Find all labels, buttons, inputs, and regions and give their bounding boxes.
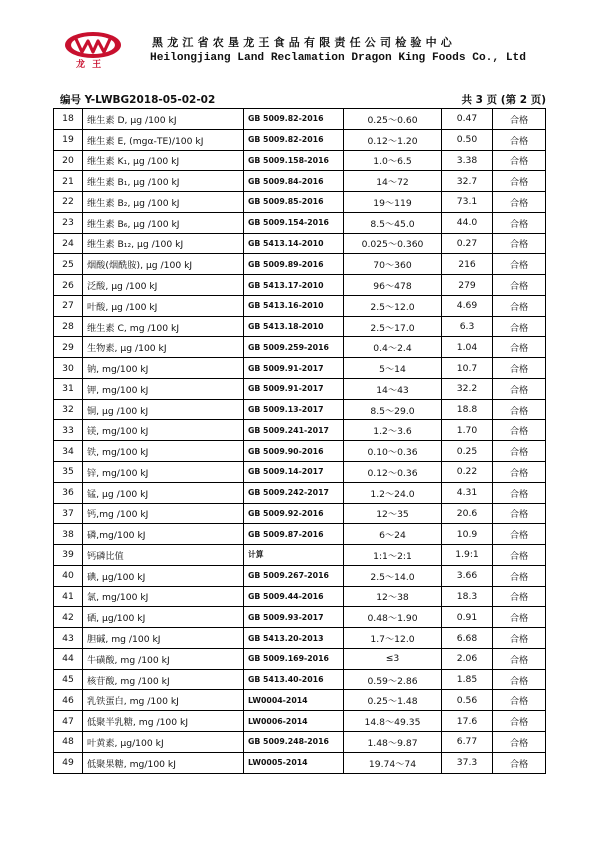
test-item: 维生素 E, (mgα-TE)/100 kJ — [83, 129, 244, 150]
table-row — [54, 628, 546, 649]
table-row — [54, 212, 546, 233]
standard-requirement: 19.74～74 — [344, 752, 442, 773]
test-method-standard: GB 5009.89-2016 — [244, 254, 344, 275]
table-row — [54, 565, 546, 586]
test-method-standard: GB 5413.18-2010 — [244, 316, 344, 337]
test-item: 磷,mg/100 kJ — [83, 524, 244, 545]
standard-requirement: 2.5～12.0 — [344, 295, 442, 316]
row-number: 40 — [54, 565, 83, 586]
standard-requirement: ≤3 — [344, 648, 442, 669]
conclusion: 合格 — [493, 586, 546, 607]
standard-requirement: 8.5～29.0 — [344, 399, 442, 420]
test-method-standard: GB 5009.85-2016 — [244, 192, 344, 213]
test-item: 维生素 B₂, μg /100 kJ — [83, 192, 244, 213]
test-result: 17.6 — [442, 711, 493, 732]
test-method-standard: GB 5009.82-2016 — [244, 109, 344, 130]
test-result: 0.47 — [442, 109, 493, 130]
test-method-standard: GB 5009.13-2017 — [244, 399, 344, 420]
table-row — [54, 295, 546, 316]
test-method-standard: GB 5009.93-2017 — [244, 607, 344, 628]
standard-requirement: 0.10～0.36 — [344, 441, 442, 462]
organization-name-english: Heilongjiang Land Reclamation Dragon King Foods Co., Ltd — [150, 52, 526, 64]
test-method-standard: GB 5009.92-2016 — [244, 503, 344, 524]
standard-requirement: 0.12～0.36 — [344, 462, 442, 483]
row-number: 44 — [54, 648, 83, 669]
conclusion: 合格 — [493, 316, 546, 337]
conclusion: 合格 — [493, 731, 546, 752]
page-indicator: 共 3 页 (第 2 页) — [461, 94, 546, 106]
test-result: 37.3 — [442, 752, 493, 773]
standard-requirement: 0.12～1.20 — [344, 129, 442, 150]
test-result: 279 — [442, 275, 493, 296]
test-result: 32.7 — [442, 171, 493, 192]
standard-requirement: 2.5～14.0 — [344, 565, 442, 586]
standard-requirement: 14～43 — [344, 378, 442, 399]
test-item: 乳铁蛋白, mg /100 kJ — [83, 690, 244, 711]
conclusion: 合格 — [493, 648, 546, 669]
table-row — [54, 316, 546, 337]
row-number: 37 — [54, 503, 83, 524]
row-number: 43 — [54, 628, 83, 649]
test-item: 维生素 D, μg /100 kJ — [83, 109, 244, 130]
conclusion: 合格 — [493, 524, 546, 545]
conclusion: 合格 — [493, 129, 546, 150]
test-result: 0.50 — [442, 129, 493, 150]
row-number: 47 — [54, 711, 83, 732]
test-method-standard: LW0006-2014 — [244, 711, 344, 732]
conclusion: 合格 — [493, 690, 546, 711]
test-method-standard: GB 5009.242-2017 — [244, 482, 344, 503]
standard-requirement: 0.48～1.90 — [344, 607, 442, 628]
test-method-standard: GB 5009.44-2016 — [244, 586, 344, 607]
row-number: 42 — [54, 607, 83, 628]
conclusion: 合格 — [493, 752, 546, 773]
standard-requirement: 12～38 — [344, 586, 442, 607]
table-row — [54, 752, 546, 773]
test-result: 0.56 — [442, 690, 493, 711]
standard-requirement: 1.2～3.6 — [344, 420, 442, 441]
test-method-standard: 计算 — [244, 545, 344, 566]
test-item: 锰, μg /100 kJ — [83, 482, 244, 503]
table-row — [54, 648, 546, 669]
test-method-standard: GB 5009.154-2016 — [244, 212, 344, 233]
test-method-standard: GB 5413.40-2016 — [244, 669, 344, 690]
test-result: 4.69 — [442, 295, 493, 316]
test-method-standard: GB 5413.17-2010 — [244, 275, 344, 296]
conclusion: 合格 — [493, 295, 546, 316]
row-number: 22 — [54, 192, 83, 213]
standard-requirement: 1:1～2:1 — [344, 545, 442, 566]
standard-requirement: 1.2～24.0 — [344, 482, 442, 503]
conclusion: 合格 — [493, 109, 546, 130]
test-result: 3.38 — [442, 150, 493, 171]
conclusion: 合格 — [493, 212, 546, 233]
row-number: 46 — [54, 690, 83, 711]
test-result: 18.8 — [442, 399, 493, 420]
table-row — [54, 711, 546, 732]
test-item: 锌, mg/100 kJ — [83, 462, 244, 483]
test-result: 73.1 — [442, 192, 493, 213]
table-row — [54, 731, 546, 752]
conclusion: 合格 — [493, 378, 546, 399]
conclusion: 合格 — [493, 358, 546, 379]
organization-name-chinese: 黑龙江省农垦龙王食品有限责任公司检验中心 — [152, 36, 456, 49]
test-item: 泛酸, μg /100 kJ — [83, 275, 244, 296]
document-info-line — [60, 92, 546, 108]
test-method-standard: GB 5413.20-2013 — [244, 628, 344, 649]
table-row — [54, 378, 546, 399]
test-method-standard: LW0005-2014 — [244, 752, 344, 773]
table-row — [54, 275, 546, 296]
conclusion: 合格 — [493, 711, 546, 732]
test-item: 钠, mg/100 kJ — [83, 358, 244, 379]
test-result: 6.77 — [442, 731, 493, 752]
test-item: 钙,mg /100 kJ — [83, 503, 244, 524]
test-result: 10.9 — [442, 524, 493, 545]
table-row — [54, 524, 546, 545]
test-method-standard: GB 5413.14-2010 — [244, 233, 344, 254]
row-number: 45 — [54, 669, 83, 690]
test-item: 维生素 B₁₂, μg /100 kJ — [83, 233, 244, 254]
test-method-standard: GB 5009.241-2017 — [244, 420, 344, 441]
test-result: 0.27 — [442, 233, 493, 254]
test-result: 32.2 — [442, 378, 493, 399]
test-method-standard: GB 5009.259-2016 — [244, 337, 344, 358]
row-number: 28 — [54, 316, 83, 337]
conclusion: 合格 — [493, 171, 546, 192]
standard-requirement: 1.48～9.87 — [344, 731, 442, 752]
row-number: 36 — [54, 482, 83, 503]
test-result: 216 — [442, 254, 493, 275]
standard-requirement: 2.5～17.0 — [344, 316, 442, 337]
test-item: 镁, mg/100 kJ — [83, 420, 244, 441]
conclusion: 合格 — [493, 150, 546, 171]
test-result: 2.06 — [442, 648, 493, 669]
test-result: 0.22 — [442, 462, 493, 483]
test-result: 6.3 — [442, 316, 493, 337]
row-number: 31 — [54, 378, 83, 399]
conclusion: 合格 — [493, 337, 546, 358]
standard-requirement: 96～478 — [344, 275, 442, 296]
test-results-table — [53, 108, 546, 774]
row-number: 32 — [54, 399, 83, 420]
test-result: 10.7 — [442, 358, 493, 379]
table-row — [54, 586, 546, 607]
standard-requirement: 8.5～45.0 — [344, 212, 442, 233]
test-result: 0.25 — [442, 441, 493, 462]
row-number: 48 — [54, 731, 83, 752]
table-row — [54, 399, 546, 420]
standard-requirement: 0.25～1.48 — [344, 690, 442, 711]
standard-requirement: 1.0～6.5 — [344, 150, 442, 171]
row-number: 19 — [54, 129, 83, 150]
test-item: 烟酸(烟酰胺), μg /100 kJ — [83, 254, 244, 275]
test-result: 18.3 — [442, 586, 493, 607]
conclusion: 合格 — [493, 607, 546, 628]
standard-requirement: 12～35 — [344, 503, 442, 524]
conclusion: 合格 — [493, 254, 546, 275]
table-row — [54, 669, 546, 690]
test-item: 维生素 C, mg /100 kJ — [83, 316, 244, 337]
standard-requirement: 5～14 — [344, 358, 442, 379]
test-item: 维生素 B₁, μg /100 kJ — [83, 171, 244, 192]
table-row — [54, 503, 546, 524]
table-row — [54, 150, 546, 171]
table-row — [54, 254, 546, 275]
test-result: 1.9:1 — [442, 545, 493, 566]
conclusion: 合格 — [493, 441, 546, 462]
test-result: 1.04 — [442, 337, 493, 358]
conclusion: 合格 — [493, 628, 546, 649]
standard-requirement: 70～360 — [344, 254, 442, 275]
row-number: 23 — [54, 212, 83, 233]
test-result: 44.0 — [442, 212, 493, 233]
table-row — [54, 233, 546, 254]
document-number: 编号 Y-LWBG2018-05-02-02 — [60, 94, 216, 106]
row-number: 25 — [54, 254, 83, 275]
conclusion: 合格 — [493, 669, 546, 690]
test-result: 3.66 — [442, 565, 493, 586]
test-method-standard: GB 5009.84-2016 — [244, 171, 344, 192]
table-row — [54, 462, 546, 483]
test-item: 硒, μg/100 kJ — [83, 607, 244, 628]
table-row — [54, 545, 546, 566]
conclusion: 合格 — [493, 482, 546, 503]
row-number: 30 — [54, 358, 83, 379]
test-result: 1.85 — [442, 669, 493, 690]
test-method-standard: GB 5009.87-2016 — [244, 524, 344, 545]
conclusion: 合格 — [493, 275, 546, 296]
row-number: 27 — [54, 295, 83, 316]
test-method-standard: GB 5009.169-2016 — [244, 648, 344, 669]
standard-requirement: 6～24 — [344, 524, 442, 545]
logo-caption: 龙 王 — [76, 60, 104, 70]
test-item: 低聚半乳糖, mg /100 kJ — [83, 711, 244, 732]
row-number: 34 — [54, 441, 83, 462]
conclusion: 合格 — [493, 192, 546, 213]
row-number: 29 — [54, 337, 83, 358]
conclusion: 合格 — [493, 565, 546, 586]
row-number: 35 — [54, 462, 83, 483]
letterhead — [62, 30, 542, 78]
conclusion: 合格 — [493, 399, 546, 420]
conclusion: 合格 — [493, 462, 546, 483]
standard-requirement: 19～119 — [344, 192, 442, 213]
standard-requirement: 14～72 — [344, 171, 442, 192]
row-number: 39 — [54, 545, 83, 566]
test-item: 氯, mg/100 kJ — [83, 586, 244, 607]
conclusion: 合格 — [493, 545, 546, 566]
table-row — [54, 690, 546, 711]
test-method-standard: GB 5009.267-2016 — [244, 565, 344, 586]
table-row — [54, 109, 546, 130]
test-item: 核苷酸, mg /100 kJ — [83, 669, 244, 690]
test-result: 4.31 — [442, 482, 493, 503]
standard-requirement: 0.25～0.60 — [344, 109, 442, 130]
table-row — [54, 358, 546, 379]
row-number: 21 — [54, 171, 83, 192]
test-item: 生物素, μg /100 kJ — [83, 337, 244, 358]
table-row — [54, 337, 546, 358]
test-method-standard: GB 5009.14-2017 — [244, 462, 344, 483]
test-item: 叶黄素, μg/100 kJ — [83, 731, 244, 752]
test-result: 6.68 — [442, 628, 493, 649]
row-number: 33 — [54, 420, 83, 441]
standard-requirement: 1.7～12.0 — [344, 628, 442, 649]
test-item: 钾, mg/100 kJ — [83, 378, 244, 399]
conclusion: 合格 — [493, 233, 546, 254]
standard-requirement: 0.59～2.86 — [344, 669, 442, 690]
test-item: 铜, μg /100 kJ — [83, 399, 244, 420]
conclusion: 合格 — [493, 503, 546, 524]
table-row — [54, 607, 546, 628]
test-item: 铁, mg/100 kJ — [83, 441, 244, 462]
test-method-standard: GB 5009.248-2016 — [244, 731, 344, 752]
test-item: 维生素 K₁, μg /100 kJ — [83, 150, 244, 171]
test-method-standard: LW0004-2014 — [244, 690, 344, 711]
row-number: 49 — [54, 752, 83, 773]
test-item: 钙磷比值 — [83, 545, 244, 566]
table-row — [54, 129, 546, 150]
table-row — [54, 171, 546, 192]
test-item: 胆碱, mg /100 kJ — [83, 628, 244, 649]
row-number: 24 — [54, 233, 83, 254]
test-method-standard: GB 5009.91-2017 — [244, 358, 344, 379]
standard-requirement: 14.8～49.35 — [344, 711, 442, 732]
test-method-standard: GB 5413.16-2010 — [244, 295, 344, 316]
table-row — [54, 441, 546, 462]
conclusion: 合格 — [493, 420, 546, 441]
standard-requirement: 0.4～2.4 — [344, 337, 442, 358]
row-number: 41 — [54, 586, 83, 607]
test-item: 维生素 B₆, μg /100 kJ — [83, 212, 244, 233]
test-result: 1.70 — [442, 420, 493, 441]
test-result: 20.6 — [442, 503, 493, 524]
test-item: 叶酸, μg /100 kJ — [83, 295, 244, 316]
test-result: 0.91 — [442, 607, 493, 628]
row-number: 18 — [54, 109, 83, 130]
test-item: 碘, μg/100 kJ — [83, 565, 244, 586]
standard-requirement: 0.025～0.360 — [344, 233, 442, 254]
test-item: 低聚果糖, mg/100 kJ — [83, 752, 244, 773]
row-number: 20 — [54, 150, 83, 171]
test-method-standard: GB 5009.158-2016 — [244, 150, 344, 171]
row-number: 38 — [54, 524, 83, 545]
test-method-standard: GB 5009.91-2017 — [244, 378, 344, 399]
table-row — [54, 192, 546, 213]
test-item: 牛磺酸, mg /100 kJ — [83, 648, 244, 669]
test-method-standard: GB 5009.90-2016 — [244, 441, 344, 462]
table-row — [54, 420, 546, 441]
test-method-standard: GB 5009.82-2016 — [244, 129, 344, 150]
row-number: 26 — [54, 275, 83, 296]
table-row — [54, 482, 546, 503]
